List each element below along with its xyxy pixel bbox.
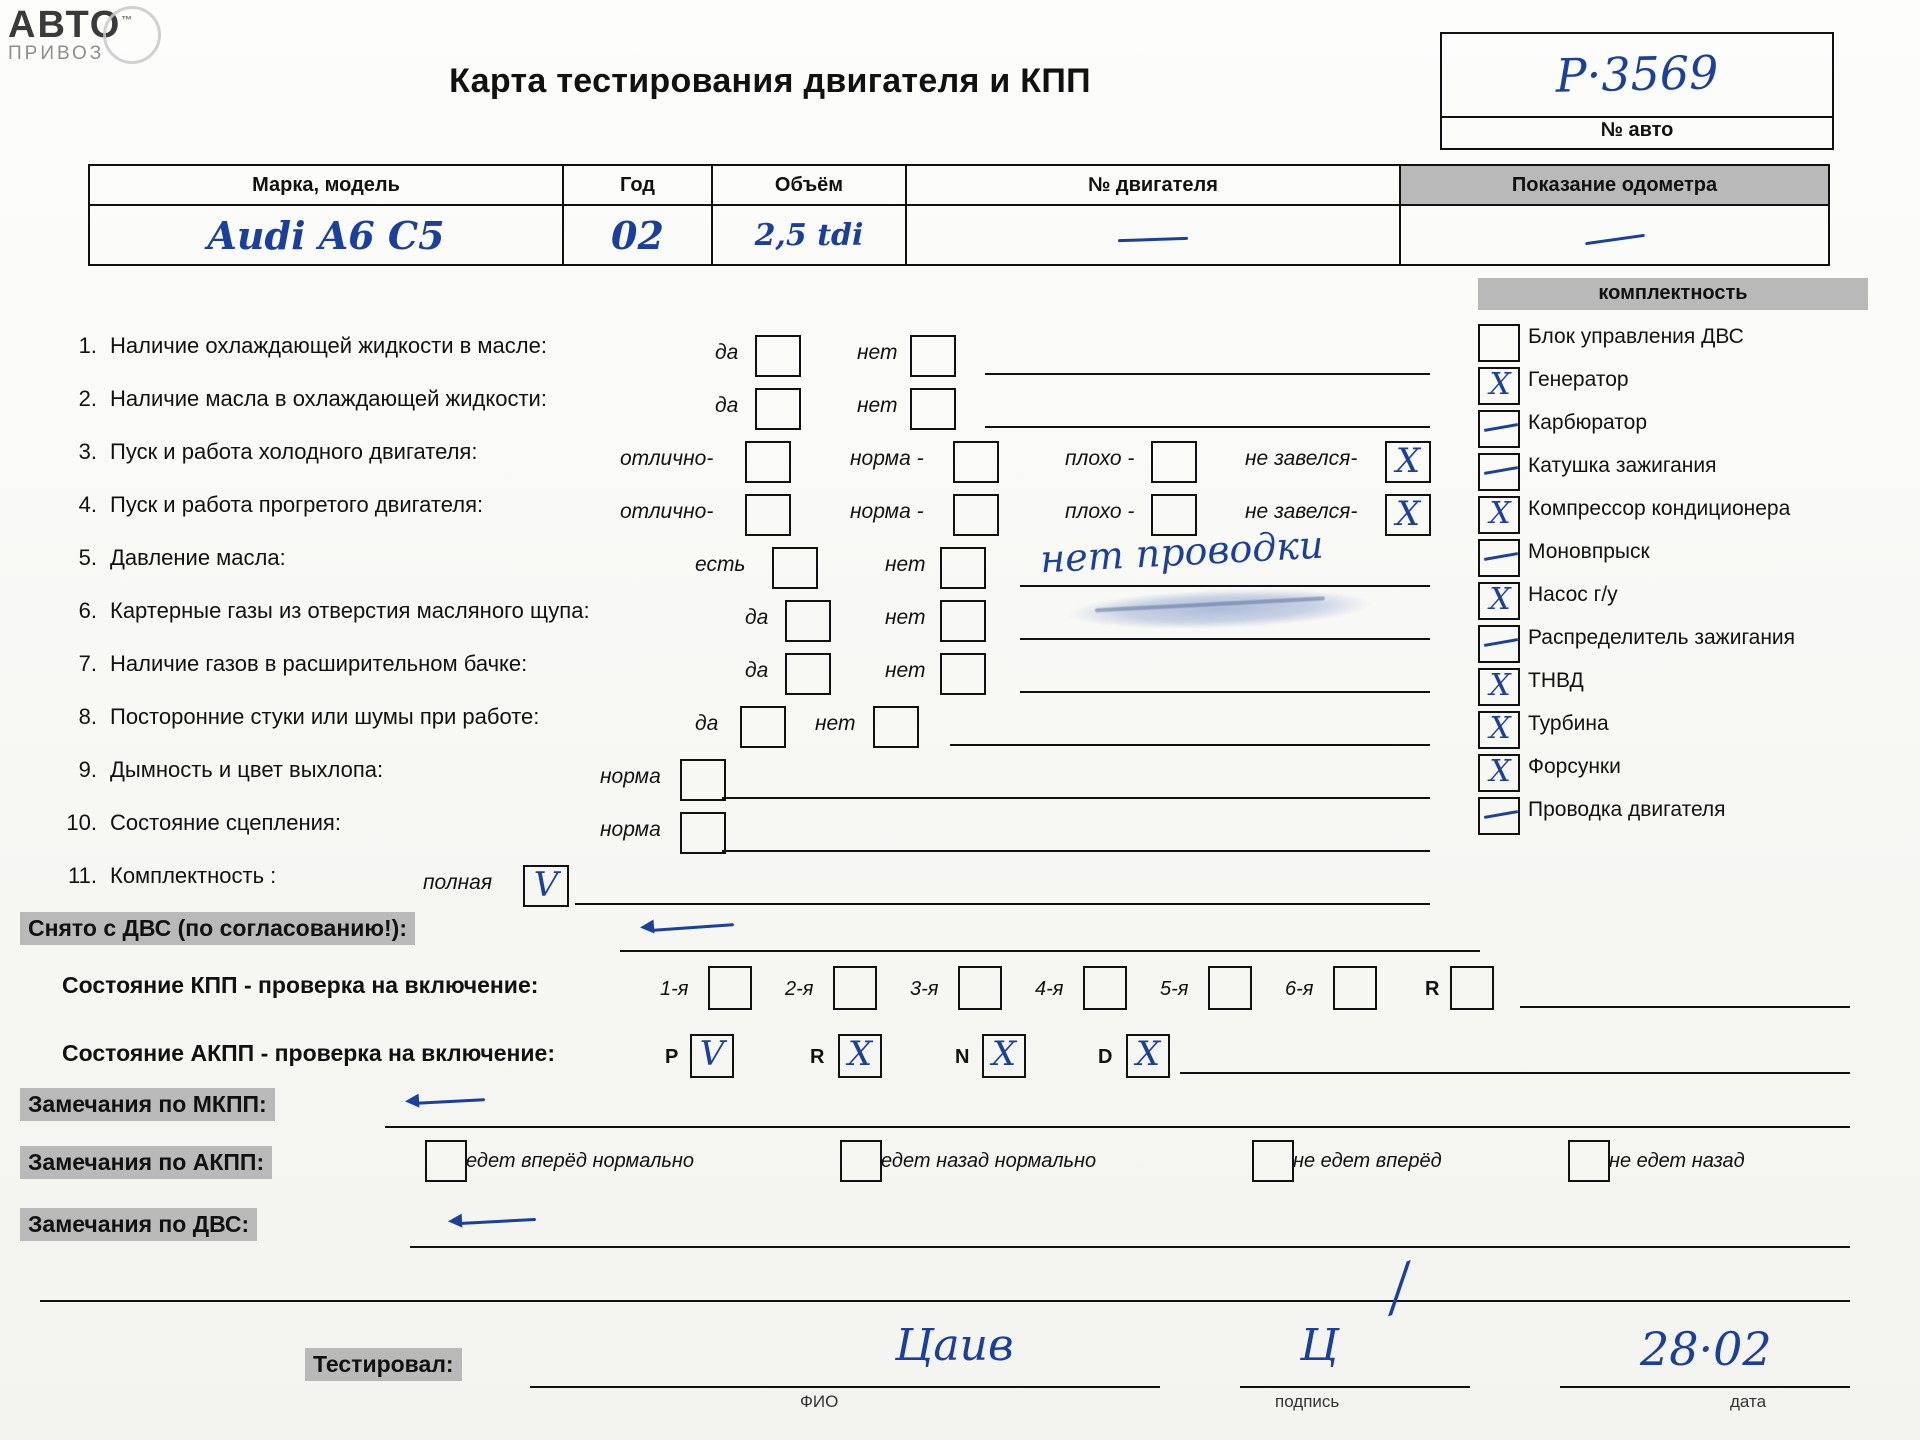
- page-title: Карта тестирования двигателя и КПП: [449, 62, 1091, 100]
- checkbox-no[interactable]: [940, 653, 986, 695]
- dash-mark: [1484, 423, 1518, 432]
- opt-no-label: нет: [885, 606, 926, 629]
- td-year: [563, 205, 712, 265]
- check-mark: X: [991, 1034, 1017, 1074]
- row-label: Посторонние стуки или шумы при работе:: [110, 704, 540, 729]
- row-label: Дымность и цвет выхлопа:: [110, 757, 384, 782]
- kompl-item-tnvd[interactable]: [1478, 666, 1878, 709]
- check-mark: X: [1395, 441, 1421, 481]
- kompl-label: Турбина: [1528, 712, 1609, 735]
- kompl-label: Распределитель зажигания: [1528, 626, 1796, 649]
- check-mark: X: [1489, 668, 1511, 703]
- gear-checkbox-5[interactable]: [1208, 966, 1252, 1010]
- opt-nostart-label: не завелся-: [1245, 447, 1358, 470]
- opt-normal-label: норма -: [850, 447, 924, 470]
- akpp-note-label-4: не едет назад: [1609, 1150, 1745, 1172]
- td-odometer: [1400, 205, 1829, 265]
- row-number: 10.: [66, 810, 97, 835]
- signature-line[interactable]: [1240, 1386, 1470, 1388]
- check-mark: X: [1489, 754, 1511, 789]
- kompl-header: комплектность: [1478, 278, 1868, 310]
- opt-absent-label: нет: [885, 553, 926, 576]
- checkbox-present[interactable]: [772, 547, 818, 589]
- opt-no-label: нет: [815, 712, 856, 735]
- checklist-row-1: [55, 333, 1475, 386]
- kompl-item-generator[interactable]: [1478, 365, 1878, 408]
- checkbox-yes[interactable]: [785, 600, 831, 642]
- kompl-item-turbine[interactable]: [1478, 709, 1878, 752]
- signature-value: Ц: [1300, 1320, 1339, 1371]
- value-engine-dash: [1118, 236, 1188, 241]
- logo-circle-icon: [103, 6, 161, 64]
- write-in-line[interactable]: [722, 850, 1430, 852]
- row-label: Наличие газов в расширительном бачке:: [110, 651, 528, 676]
- gear-label-5: 5-я: [1160, 978, 1189, 1000]
- kompl-item-ignition-coil[interactable]: [1478, 451, 1878, 494]
- checkbox-no[interactable]: [873, 706, 919, 748]
- kompl-checkbox[interactable]: [1478, 711, 1520, 749]
- checkbox-normal[interactable]: [953, 494, 999, 536]
- kompl-checkbox[interactable]: [1478, 582, 1520, 620]
- opt-yes-label: да: [695, 712, 719, 735]
- write-in-line[interactable]: [1020, 638, 1430, 640]
- notes-mkpp-line[interactable]: [385, 1126, 1850, 1128]
- opt-normal-label: норма -: [850, 500, 924, 523]
- check-mark: V: [533, 865, 559, 905]
- row-label: Наличие масла в охлаждающей жидкости:: [110, 386, 547, 411]
- akpp-note-label-3: не едет вперёд: [1293, 1150, 1442, 1172]
- checkbox-nostart[interactable]: [1385, 441, 1431, 483]
- kompl-item-engine-wiring[interactable]: [1478, 795, 1878, 838]
- checklist-row-3: [55, 439, 1475, 492]
- kompl-label: Карбюратор: [1528, 411, 1648, 434]
- opt-yes-label: да: [715, 341, 739, 364]
- kompl-item-monoinjection[interactable]: [1478, 537, 1878, 580]
- arrow-mark: [405, 1092, 485, 1112]
- section-notes-akpp-label: Замечания по АКПП:: [20, 1146, 272, 1179]
- check-mark: X: [1135, 1034, 1161, 1074]
- checklist-row-7: [55, 651, 1475, 704]
- row-label: Картерные газы из отверстия масляного щупа:: [110, 598, 590, 623]
- check-mark: V: [699, 1034, 725, 1074]
- opt-no-label: нет: [857, 341, 898, 364]
- removed-write-in-line[interactable]: [620, 950, 1480, 952]
- checklist-row-9: [55, 757, 1475, 810]
- checkbox-normal[interactable]: [680, 812, 726, 854]
- kompl-item-ac-compressor[interactable]: [1478, 494, 1878, 537]
- row-label: Состояние сцепления:: [110, 810, 341, 835]
- kompl-label: Насос г/у: [1528, 583, 1618, 606]
- write-in-line[interactable]: [575, 903, 1430, 905]
- opt-normal-label: норма: [600, 818, 661, 841]
- gear-checkbox-2[interactable]: [833, 966, 877, 1010]
- section-akpp-label: Состояние АКПП - проверка на включение:: [62, 1040, 556, 1066]
- dash-mark: [1484, 638, 1518, 647]
- kompl-checkbox[interactable]: [1478, 410, 1520, 448]
- td-engine-no: [906, 205, 1400, 265]
- gear-checkbox-r[interactable]: [1450, 966, 1494, 1010]
- akpp-label-n: N: [955, 1046, 970, 1068]
- opt-yes-label: да: [715, 394, 739, 417]
- row-number: 11.: [68, 863, 97, 888]
- akpp-note-label-1: едет вперёд нормально: [466, 1150, 695, 1172]
- gear-label-3: 3-я: [910, 978, 939, 1000]
- opt-yes-label: да: [745, 659, 769, 682]
- gear-label-4: 4-я: [1035, 978, 1064, 1000]
- value-year: 02: [611, 212, 664, 258]
- checkbox-normal[interactable]: [953, 441, 999, 483]
- checkbox-yes[interactable]: [755, 388, 801, 430]
- kompl-checkbox[interactable]: [1478, 539, 1520, 577]
- checkbox-no[interactable]: [940, 600, 986, 642]
- opt-bad-label: плохо -: [1065, 500, 1135, 523]
- akpp-checkbox-d[interactable]: [1126, 1034, 1170, 1078]
- opt-normal-label: норма: [600, 765, 661, 788]
- kompl-checkbox[interactable]: [1478, 324, 1520, 362]
- akpp-note-label-2: едет назад нормально: [881, 1150, 1097, 1172]
- td-model: [89, 205, 563, 265]
- kompl-label: Форсунки: [1528, 755, 1621, 778]
- akpp-note-checkbox-2[interactable]: [840, 1140, 882, 1182]
- row-number: 9.: [78, 757, 97, 782]
- value-volume: 2,5 tdi: [754, 217, 864, 253]
- arrow-mark: [640, 918, 735, 938]
- kompl-label: Компрессор кондиционера: [1528, 497, 1791, 520]
- row-number: 8.: [78, 704, 97, 729]
- kompl-label: Моновпрыск: [1528, 540, 1650, 563]
- table-header-row: [89, 165, 1829, 205]
- checkbox-absent[interactable]: [940, 547, 986, 589]
- opt-no-label: нет: [885, 659, 926, 682]
- th-model: Марка, модель: [89, 165, 563, 205]
- row-label: Наличие охлаждающей жидкости в масле:: [110, 333, 547, 358]
- check-mark: X: [847, 1034, 873, 1074]
- auto-number-box: [1440, 32, 1834, 118]
- kompl-label: Проводка двигателя: [1528, 798, 1726, 821]
- row-label: Давление масла:: [110, 545, 286, 570]
- opt-full-label: полная: [423, 871, 493, 894]
- row-label: Пуск и работа прогретого двигателя:: [110, 492, 484, 517]
- checklist-row-8: [55, 704, 1475, 757]
- write-in-line[interactable]: [985, 426, 1430, 428]
- kompl-checkbox[interactable]: [1478, 496, 1520, 534]
- opt-excellent-label: отлично-: [620, 500, 714, 523]
- kompl-label: Блок управления ДВС: [1528, 325, 1744, 348]
- section-mkpp-label: Состояние КПП - проверка на включение:: [62, 972, 539, 998]
- checklist-row-2: [55, 386, 1475, 439]
- opt-nostart-label: не завелся-: [1245, 500, 1358, 523]
- handwritten-note: нет проводки: [1039, 522, 1325, 582]
- dash-mark: [1484, 552, 1518, 561]
- write-in-line[interactable]: [985, 373, 1430, 375]
- checkbox-yes[interactable]: [755, 335, 801, 377]
- akpp-checkbox-n[interactable]: [982, 1034, 1026, 1078]
- date-line[interactable]: [1560, 1386, 1850, 1388]
- tested-by-label: Тестировал:: [305, 1348, 462, 1381]
- th-year: Год: [563, 165, 712, 205]
- row-number: 7.: [78, 651, 97, 676]
- checkbox-bad[interactable]: [1151, 441, 1197, 483]
- value-model: Audi A6 C5: [207, 212, 445, 258]
- notes-dvs-line-1[interactable]: [410, 1246, 1850, 1248]
- checklist-row-11: [55, 863, 1475, 916]
- opt-present-label: есть: [695, 553, 746, 576]
- th-engine-no: № двигателя: [906, 165, 1400, 205]
- kompl-item-power-steering-pump[interactable]: [1478, 580, 1878, 623]
- fio-value: Цаив: [895, 1320, 1014, 1371]
- checkbox-no[interactable]: [910, 388, 956, 430]
- row-number: 3.: [78, 439, 97, 464]
- row-number: 6.: [78, 598, 97, 623]
- kompl-checkbox[interactable]: [1478, 797, 1520, 835]
- brand-line1: АВТО: [8, 4, 122, 46]
- kompl-label: Генератор: [1528, 368, 1629, 391]
- akpp-write-in-line[interactable]: [1180, 1072, 1850, 1074]
- gear-checkbox-1[interactable]: [708, 966, 752, 1010]
- th-odometer: Показание одометра: [1400, 165, 1829, 205]
- check-mark: X: [1489, 367, 1511, 402]
- gear-label-r: R: [1425, 978, 1440, 1000]
- kompl-checkbox[interactable]: [1478, 754, 1520, 792]
- opt-bad-label: плохо -: [1065, 447, 1135, 470]
- row-number: 1.: [78, 333, 97, 358]
- checkbox-excellent[interactable]: [745, 494, 791, 536]
- kompl-item-carburetor[interactable]: [1478, 408, 1878, 451]
- write-in-line[interactable]: [950, 744, 1430, 746]
- akpp-note-checkbox-1[interactable]: [425, 1140, 467, 1182]
- section-notes-mkpp-label: Замечания по МКПП:: [20, 1088, 275, 1121]
- checklist-row-10: [55, 810, 1475, 863]
- akpp-note-checkbox-3[interactable]: [1252, 1140, 1294, 1182]
- th-volume: Объём: [712, 165, 906, 205]
- kompl-checkbox[interactable]: [1478, 367, 1520, 405]
- auto-number-value: Р·3569: [1555, 45, 1719, 103]
- brand-line2: ПРИВОЗ: [8, 43, 105, 64]
- section-removed-label: Снято с ДВС (по согласованию!):: [20, 912, 415, 945]
- checkbox-excellent[interactable]: [745, 441, 791, 483]
- auto-number-label: № авто: [1440, 114, 1834, 150]
- akpp-label-r: R: [810, 1046, 825, 1068]
- opt-no-label: нет: [857, 394, 898, 417]
- kompl-label: ТНВД: [1528, 669, 1584, 692]
- brand-logo: [8, 4, 183, 74]
- check-mark: X: [1489, 711, 1511, 746]
- checkbox-nostart[interactable]: [1385, 494, 1431, 536]
- gear-checkbox-3[interactable]: [958, 966, 1002, 1010]
- dash-mark: [1484, 810, 1518, 819]
- write-in-line[interactable]: [1020, 691, 1430, 693]
- gear-checkbox-6[interactable]: [1333, 966, 1377, 1010]
- gear-checkbox-4[interactable]: [1083, 966, 1127, 1010]
- gear-label-1: 1-я: [660, 978, 689, 1000]
- table-value-row: [89, 205, 1829, 265]
- opt-yes-label: да: [745, 606, 769, 629]
- dash-mark: [1484, 466, 1518, 475]
- check-mark: X: [1395, 494, 1421, 534]
- row-label: Пуск и работа холодного двигателя:: [110, 439, 478, 464]
- checkbox-yes[interactable]: [785, 653, 831, 695]
- checkbox-full[interactable]: [523, 865, 569, 907]
- notes-dvs-line-2[interactable]: [40, 1300, 1850, 1302]
- row-number: 5.: [78, 545, 97, 570]
- akpp-checkbox-r[interactable]: [838, 1034, 882, 1078]
- fio-caption: ФИО: [800, 1392, 839, 1411]
- fio-line[interactable]: [530, 1386, 1160, 1388]
- check-mark: X: [1489, 582, 1511, 617]
- check-mark: X: [1489, 496, 1511, 531]
- gear-label-2: 2-я: [785, 978, 814, 1000]
- row-label: Комплектность :: [110, 863, 277, 888]
- checkbox-normal[interactable]: [680, 759, 726, 801]
- arrow-mark: [448, 1212, 538, 1232]
- akpp-label-d: D: [1098, 1046, 1113, 1068]
- akpp-note-checkbox-4[interactable]: [1568, 1140, 1610, 1182]
- kompl-checkbox[interactable]: [1478, 625, 1520, 663]
- td-volume: [712, 205, 906, 265]
- brand-tm: ™: [121, 14, 135, 27]
- date-value: 28·02: [1640, 1322, 1772, 1376]
- write-in-line[interactable]: [722, 797, 1430, 799]
- kompl-checkbox[interactable]: [1478, 668, 1520, 706]
- signature-flourish: ⁄: [1383, 1255, 1417, 1325]
- mkpp-write-in-line-2[interactable]: [1520, 1006, 1850, 1008]
- kompl-item-distributor[interactable]: [1478, 623, 1878, 666]
- kompl-label: Катушка зажигания: [1528, 454, 1717, 477]
- gear-label-6: 6-я: [1285, 978, 1314, 1000]
- row-number: 4.: [78, 492, 97, 517]
- opt-excellent-label: отлично-: [620, 447, 714, 470]
- row-number: 2.: [78, 386, 97, 411]
- kompl-item-injectors[interactable]: [1478, 752, 1878, 795]
- kompl-checkbox[interactable]: [1478, 453, 1520, 491]
- value-odometer-dash: [1585, 233, 1645, 244]
- checkbox-yes[interactable]: [740, 706, 786, 748]
- akpp-checkbox-p[interactable]: [690, 1034, 734, 1078]
- kompl-item-ecu[interactable]: [1478, 322, 1878, 365]
- signature-caption: подпись: [1275, 1392, 1340, 1411]
- checkbox-no[interactable]: [910, 335, 956, 377]
- date-caption: дата: [1730, 1392, 1767, 1411]
- akpp-label-p: P: [665, 1046, 679, 1068]
- kompl-list: [1478, 322, 1878, 838]
- vehicle-table: [88, 164, 1830, 266]
- section-notes-dvs-label: Замечания по ДВС:: [20, 1208, 257, 1241]
